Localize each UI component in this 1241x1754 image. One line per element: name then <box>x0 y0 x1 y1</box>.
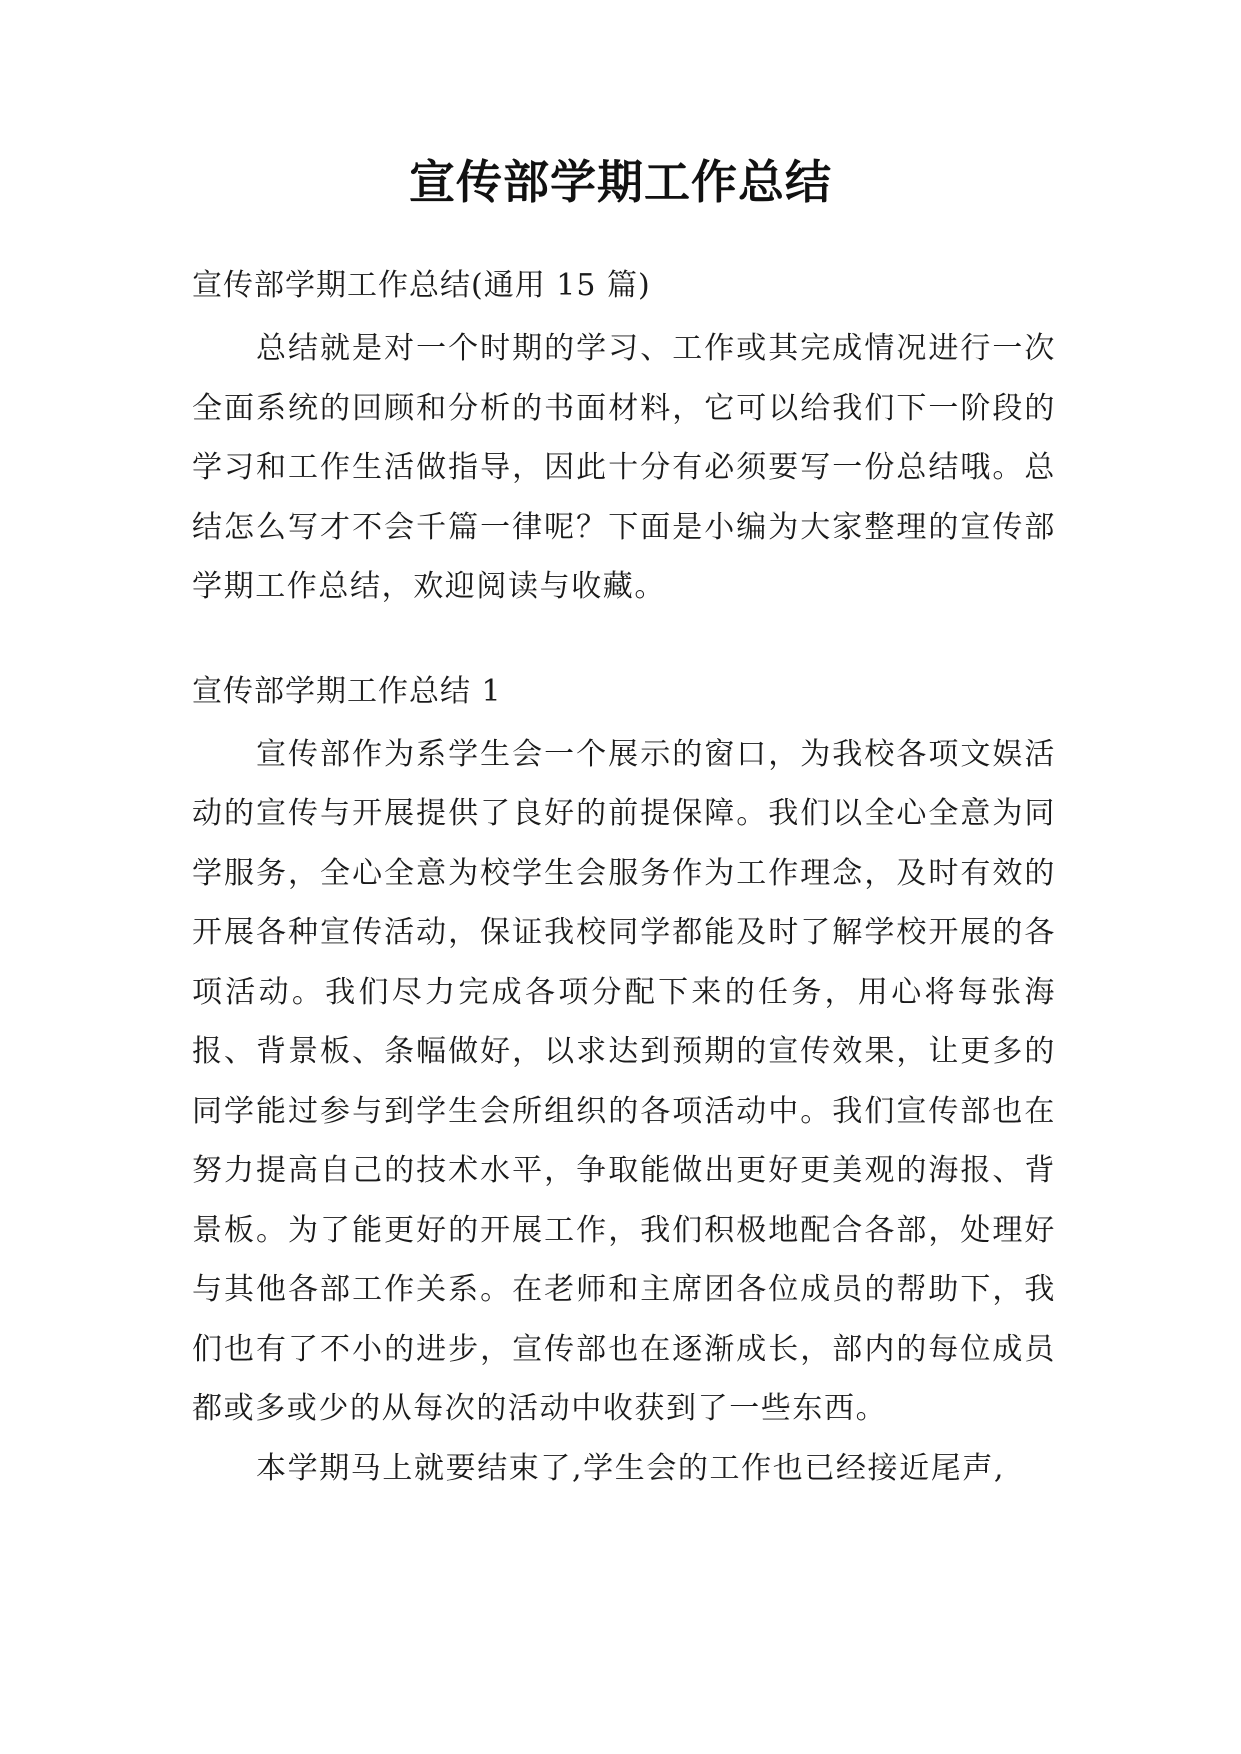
section-paragraph: 本学期马上就要结束了,学生会的工作也已经接近尾声, <box>256 1450 1006 1486</box>
intro-paragraph: 总结就是对一个时期的学习、工作或其完成情况进行一次全面系统的回顾和分析的书面材料，它可以给我们下一阶段的学习和工作生活做指导，因此十分有必须要写一份总结哦。总结怎么写才不会千篇一律呢？下面是小编为大家整理的宣传部学期工作总结，欢迎阅读与收藏。 <box>192 331 1056 604</box>
document-title: 宣传部学期工作总结 <box>409 155 832 209</box>
document-subtitle: 宣传部学期工作总结(通用 15 篇) <box>192 268 651 303</box>
spacer <box>192 306 1056 319</box>
section-paragraph: 宣传部作为系学生会一个展示的窗口，为我校各项文娱活动的宣传与开展提供了良好的前提保障。我们以全心全意为同学服务，全心全意为校学生会服务作为工作理念，及时有效的开展各种宣传活动，保证我校同学都能及时了解学校开展的各项活动。我们尽力完成各项分配下来的任务，用心将每张海报、背景板、条幅做好，以求达到预期的宣传效果，让更多的同学能过参与到学生会所组织的各项活动中。我们宣传部也在努力提高自己的技术水平，争取能做出更好更美观的海报、背景板。为了能更好的开展工作，我们积极地配合各部，处理好与其他各部工作关系。在老师和主席团各位成员的帮助下，我们也有了不小的进步，宣传部也在逐渐成长，部内的每位成员都或多或少的从每次的活动中收获到了一些东西。 <box>192 736 1056 1426</box>
section-heading: 宣传部学期工作总结 1 <box>192 673 502 709</box>
spacer <box>192 617 1056 672</box>
document-body <box>192 266 1056 1498</box>
spacer <box>192 712 1056 725</box>
